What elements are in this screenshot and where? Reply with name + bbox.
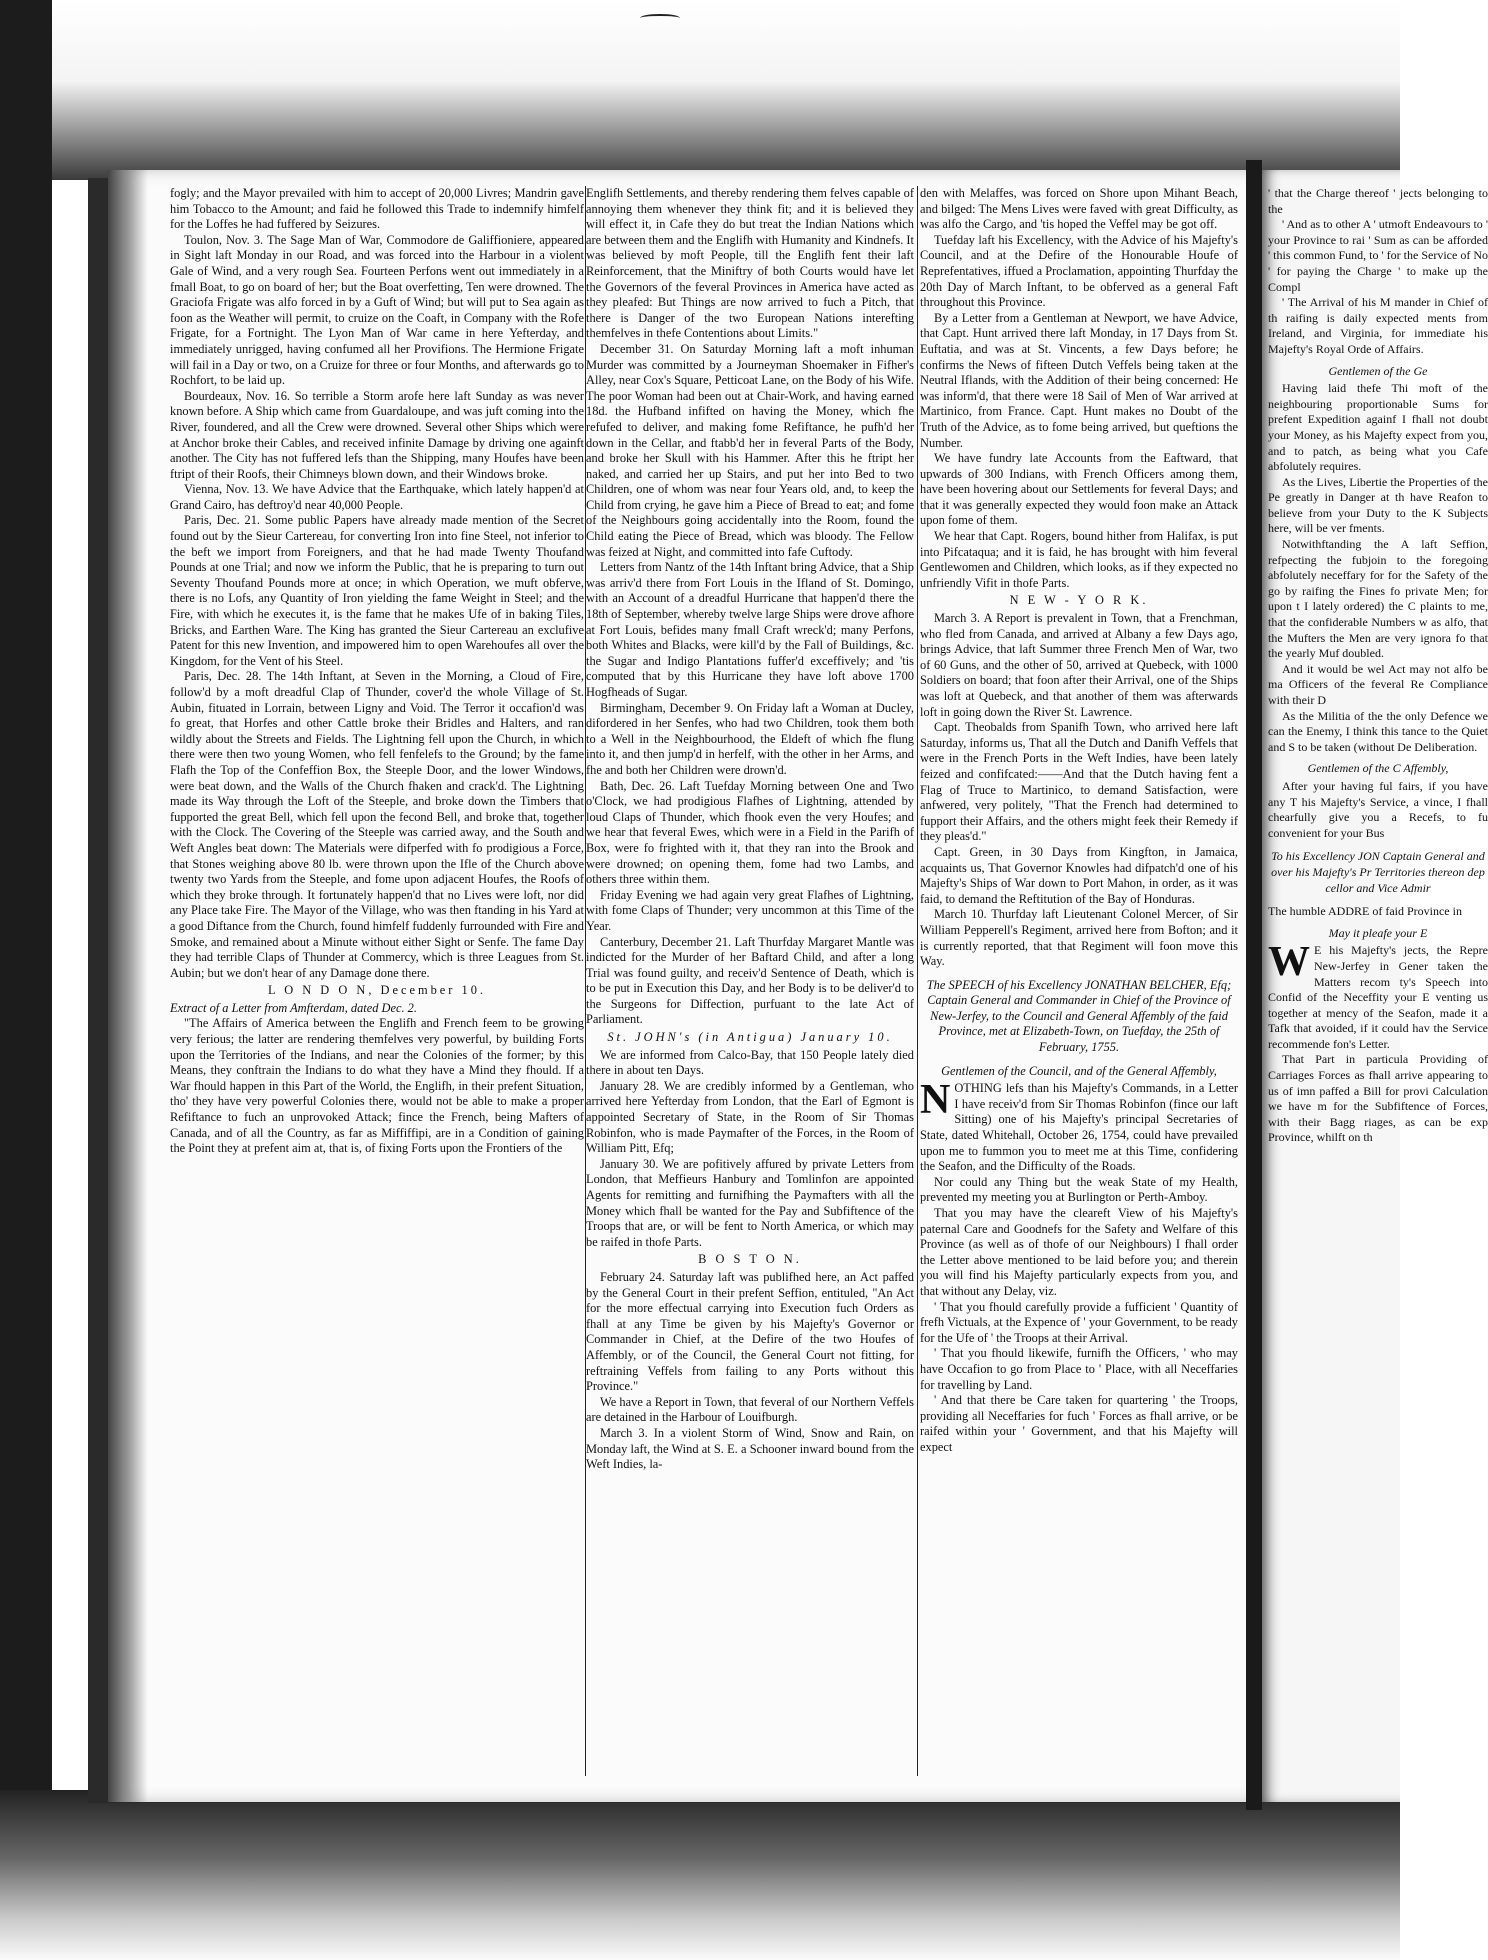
paragraph [170, 1001, 584, 1017]
paragraph-text: We hear that Capt. Rogers, bound hither from Halifax, is put into Pifcataqua; and it is faid, he has brought with him feveral Gentlewomen and Children, which looks, as if they expected no unfriendly Vifit in thofe Parts. [920, 529, 1238, 590]
paragraph [170, 233, 584, 389]
paragraph-text: Extract of a Letter from Amfterdam, dated Dec. 2. [170, 1000, 417, 1015]
paragraph [586, 1079, 914, 1157]
book-gutter [1246, 160, 1262, 1810]
paragraph [586, 1395, 914, 1426]
paragraph-text: Birmingham, December 9. On Friday laft a Woman at Ducley, difordered in her Senfes, who had two Children, took them both to a Well in the Neighbourhood, the Eldeft of which fhe flung into it, and then jump'd in herfelf, with the other in her Arms, and fhe and both her Children were drown'd. [586, 700, 914, 777]
paragraph [920, 1064, 1238, 1080]
paragraph-text: Paris, Dec. 21. Some public Papers have already made mention of the Secret found out by the Sieur Cartereau, for converting Iron into fine Steel, not inferior to the beft we import from Foreigners, and that he had made Twenty Thoufand Pounds at one Trial; and now we inform the Public, that he is preparing to turn out Seventy Thoufand Pounds more at once; in which Operation, we muft obferve, there is no Lofs, any Quantity of Iron yielding the fame Weight in Steel; and the Fire, with which he executes it, is the fame that he makes Ufe of in baking Tiles, Bricks, and Earthen Ware. The King has granted the Sieur Cartereau an exclufive Patent for this new Invention, and impowered him to open Warehoufes all over the Kingdom, for the Vent of his Steel. [170, 513, 584, 668]
paragraph [586, 779, 914, 888]
paragraph-text: By a Letter from a Gentleman at Newport, we have Advice, that Capt. Hunt arrived there laft Monday, in 17 Days from St. Euftatia, and was at St. Vincents, a few Days before; he confirms the News of fifteen Dutch Veffels being taken at the Neutral Iflands, with the Addition of their being concerned: He was inform'd, that there were 18 Sail of Men of War arrived at Martinico, from France. Capt. Hunt makes no Doubt of the Truth of the Advice, as to fome being arrived, but queftions the Number. [920, 310, 1238, 450]
paragraph [920, 978, 1238, 1056]
paragraph [1268, 186, 1488, 217]
paragraph [920, 1175, 1238, 1206]
column-rule-2 [917, 186, 918, 1776]
paragraph [586, 1157, 914, 1251]
paragraph-text: To his Excellency JON Captain General and over his Majefty's Pr Territories thereon dep cellor and Vice Admir [1271, 849, 1485, 895]
paragraph [920, 907, 1238, 969]
paragraph [586, 888, 914, 935]
paragraph [586, 1252, 914, 1268]
paragraph-text: Capt. Green, in 30 Days from Kingfton, in Jamaica, acquaints us, That Governor Knowles had difpatch'd one of his Majefty's Ships of War down to Port Mahon, in order, as it was faid, to demand the Reftitution of the Bay of Honduras. [920, 844, 1238, 906]
paragraph-text: fogly; and the Mayor prevailed with him to accept of 20,000 Livres; Mandrin gave him Tobacco to the Amount; and faid he followed this Trade to indemnify himfelf for the Loffes he had fuffered by Seizures. [170, 186, 584, 232]
paragraph [920, 611, 1238, 720]
page-edge-shadow [108, 170, 148, 1802]
paragraph [586, 1426, 914, 1473]
paragraph-text: Bath, Dec. 26. Laft Tuefday Morning between One and Two o'Clock, we had prodigious Flafhes of Lightning, attended by loud Claps of Thunder, which fhook even the very Houfes; and we hear that feveral Ewes, which were in a Field in the Parifh of Box, were fo frighted with it, that they ran into the Brook and were drowned; on opening them, fome had two Lambs, and others three within them. [586, 778, 914, 887]
paragraph [1268, 475, 1488, 537]
top-mark [640, 14, 680, 22]
paragraph [170, 482, 584, 513]
paragraph [1268, 295, 1488, 357]
paragraph [1268, 709, 1488, 756]
paragraph [920, 720, 1238, 845]
paragraph-text: Capt. Theobalds from Spanifh Town, who arrived here laft Saturday, informs us, That all the Dutch and Danifh Veffels that were in the French Ports in the Weft Indies, have been lately feized and confifcated:——And that the Dutch having fent a Flag of Truce to Martinico, to demand Satisfaction, were anfwered, very politely, "That the French had determined to fupport their Affairs, and the others might feek their Remedy if they pleas'd." [920, 720, 1238, 844]
paragraph [586, 935, 914, 1029]
paragraph-text: March 3. In a violent Storm of Wind, Snow and Rain, on Monday laft, the Wind at S. E. a Schooner inward bound from the Weft Indies, la- [586, 1425, 914, 1472]
paragraph-text: Gentlemen of the Council, and of the General Affembly, [941, 1063, 1217, 1078]
paragraph [920, 1077, 1238, 1175]
paragraph [170, 389, 584, 483]
paragraph [1268, 662, 1488, 709]
text-column-3 [920, 186, 1238, 1786]
paragraph [170, 186, 584, 233]
paragraph-text: St. JOHN's (in Antigua) January 10. [607, 1030, 893, 1045]
paragraph-text: E his Majefty's jects, the Repre New-Jerfey in Gener taken the Matters recom ty's Speech into Confid of the Neceffity your E venting us together at mency of the Seafon, made it a Tafk that avoided, if it could hav the Service recommende fon's Letter. [1268, 943, 1488, 1051]
paragraph-text: As the Lives, Libertie the Properties of the Pe greatly in Danger at th have Reafon to believe from your Duty to the K Subjects here, will be ver fments. [1268, 474, 1488, 536]
paragraph [170, 983, 584, 999]
text-column-4-partial [1268, 186, 1488, 1786]
paragraph-text: December 31. On Saturday Morning laft a moft inhuman Murder was committed by a Journeyman Shoemaker in Fifher's Alley, near Cox's Square, Petticoat Lane, on the Body of his Wife. The poor Woman had been out at Chair-Work, and having earned 18d. the Hufband infifted on having the Money, which fhe refufed to deliver, and making fome Refiftance, he pufh'd her down in the Cellar, and ftabb'd her in feveral Parts of the Body, and broke her Skull with his Hammer. After this he ftript her naked, and carried her up Stairs, and put her into Bed to two Children, one of whom was near four Years old, and, to keep the Child from crying, he gave him a Piece of Bread to eat; and fome of the Neighbours going accidentally into the Room, found the Child eating the Piece of Bread, which was bloody. The Fellow was feized at Night, and committed into fafe Cuftody. [586, 341, 914, 559]
paragraph-text: And it would be wel Act may not alfo be ma Officers of the feveral Re Compliance with their D [1268, 661, 1488, 707]
paragraph-text: We have fundry late Accounts from the Eaftward, that upwards of 300 Indians, with French Officers among them, have been hovering about our Settlements for feveral Days; and that it was generally expected they would foon make an Attack upon fome of them. [920, 451, 1238, 528]
paragraph [920, 1206, 1238, 1300]
paragraph [920, 233, 1238, 311]
paragraph [1268, 849, 1488, 896]
paragraph-text: We are informed from Calco-Bay, that 150 People lately died there in about ten Days. [586, 1047, 914, 1078]
paragraph-text: ' And that there be Care taken for quartering ' the Troops, providing all Neceffaries for fuch ' Forces as fhall arrive, or be raifed within your ' Government, and that his Majefty will expect [920, 1393, 1238, 1454]
paragraph [586, 1048, 914, 1079]
paragraph [920, 311, 1238, 451]
paragraph-text: The SPEECH of his Excellency JONATHAN BELCHER, Efq; Captain General and Commander in Chief of the Province of New-Jerfey, to the Council and General Affembly of the faid Province, met at Elizabeth-Town, on Tuefday, the 25th of February, 1755. [926, 977, 1232, 1055]
paragraph [586, 1030, 914, 1046]
paragraph-text: May it pleafe your E [1328, 925, 1428, 940]
text-column-2 [586, 186, 914, 1786]
paragraph-text: Canterbury, December 21. Laft Thurfday Margaret Mantle was indicted for the Murder of her Baftard Child, and after a long Trial was found guilty, and receiv'd Sentence of Death, which is to be put in Execution this Day, and her Body is to be deliver'd to the Surgeons for Diffection, purfuant to the late Act of Parliament. [586, 934, 914, 1027]
paragraph-text: Paris, Dec. 28. The 14th Inftant, at Seven in the Morning, a Cloud of Fire, follow'd by a moft dreadful Clap of Thunder, cover'd the whole Village of St. Aubin, fituated in Lorrain, between Ligny and Void. The Terror it occafion'd was fo great, that Horfes and other Cattle broke their Bridles and Halters, and ran wildly about the Streets and Fields. The Lightning fell upon the Church, in which there were then two young Women, who fell fenfelefs to the Ground; by the fame Flafh the Top of the Confeffion Box, the Steeple Door, and the lower Windows, were beat down, and the Walls of the Church fhaken and crack'd. The Lightning made its Way through the Loft of the Steeple, and broke down the Timbers that fupported the great Bell, which fell upon the fecond Bell, and broke that, together with the Clock. The Covering of the Steeple was carried away, and the South and Weft Angles beat down: The Materials were difperfed with fo prodigious a Force, that Stones weighing above 80 lb. were thrown upon the Ifle of the Church above twenty two Yards from the Steeple, and fome upon adjacent Houfes, the Roofs of which they broke through. It fortunately happen'd that no Lives were loft, nor did any Place take Fire. The Mayor of the Village, who was then ftanding in his Yard at a good Diftance from the Church, found himfelf fuddenly furrounded with Fire and Smoke, and remained about a Minute without either Sight or Senfe. The fame Day they had terrible Claps of Thunder at Commercy, which is three Leagues from St. Aubin; but we don't hear of any Damage done there. [170, 669, 584, 980]
paragraph [920, 451, 1238, 529]
paragraph-text: Nor could any Thing but the weak State of my Health, prevented my meeting you at Burlington or Perth-Amboy. [920, 1174, 1238, 1205]
paragraph [920, 1393, 1238, 1455]
paragraph-text: ' That you fhould carefully provide a fufficient ' Quantity of frefh Victuals, at the Expence of ' your Government, to be ready for the Ufe of ' the Troops at their Arrival. [920, 1299, 1238, 1345]
paragraph [1268, 364, 1488, 380]
paragraph [586, 186, 914, 342]
paragraph [1268, 761, 1488, 777]
paragraph [586, 701, 914, 779]
paragraph-text: ' That you fhould likewife, furnifh the Officers, ' who may have Occafion to go from Place to ' Place, with all Neceffaries for travelling by Land. [920, 1346, 1238, 1392]
paragraph-text: After your having ful fairs, if you have any T his Majefty's Service, a vince, I fhall chearfully give you a Recefs, to fu convenient for your Bus [1268, 778, 1488, 840]
paragraph-text: Notwithftanding the A laft Seffion, refpecting the fubjoin to the foregoing abfolutely neceffary for for the Safety of the go by raifing the Fines fo private Men; for upon t I lately ordered) the C plaints to me, that the confiderable Numbers w as alfo, that the Mufters the Men are very ignora fo that the yearly Muf doubled. [1268, 537, 1488, 661]
paragraph [1268, 217, 1488, 295]
paragraph [1268, 939, 1488, 1052]
paragraph-text: Tuefday laft his Excellency, with the Advice of his Majefty's Council, and at the Defire of the Honourable Houfe of Reprefentatives, iffued a Proclamation, appointing Thurfday the 20th Day of March Inftant, to be obferved as a general Faft throughout this Province. [920, 232, 1238, 310]
paragraph-text: That Part in particula Providing of Carriages Forces as fhall arrive appearing to us of imn paffed a Bill for provi Calculation we have m for the Subfiftence of Forces, with their Bagg riages, as can be exp Province, whilft on th [1268, 1052, 1488, 1145]
paragraph-text: L O N D O N, December 10. [267, 983, 487, 998]
paragraph [920, 186, 1238, 233]
paragraph-text: March 3. A Report is prevalent in Town, that a Frenchman, who fled from Canada, and arrived at Albany a few Days ago, brings Advice, that laft Summer three French Men of War, two of 60 Guns, and the other of 50, arrived at Quebeck, with 1000 Soldiers on board; that foon after their Arrival, one of the Ships was loft at Quebeck, and that another of them was afterwards loft in going down the River St. Lawrence. [920, 611, 1238, 719]
paragraph-text: Vienna, Nov. 13. We have Advice that the Earthquake, which lately happen'd at Grand Cairo, has deftroy'd near 40,000 People. [170, 482, 584, 512]
text-column-1 [170, 186, 584, 1786]
paragraph [1268, 904, 1488, 920]
paragraph-text: Gentlemen of the Ge [1328, 363, 1428, 378]
paragraph [586, 1270, 914, 1395]
drop-cap-letter: W [1268, 939, 1310, 986]
paragraph [170, 513, 584, 669]
paragraph-text: February 24. Saturday laft was publifhed here, an Act paffed by the General Court in their prefent Seffion, entituled, "An Act for the more effectual carrying into Execution fuch Orders as fhall at any Time be given by his Majefty's Governor or Commander in Chief, at the Defire of the two Houfes of Affembly, or of the Council, the General Court not fitting, for reftraining Veffels from failing to any Ports without this Province." [586, 1269, 914, 1394]
paragraph [920, 845, 1238, 907]
paragraph-text: OTHING lefs than his Majefty's Commands, in a Letter I have receiv'd from Sir Thomas Robinfon (fince our laft Sitting) one of his Majefty's principal Secretaries of State, dated Whitehall, October 26, 1754, could have prevailed upon me to fummon you to meet me at this Time, confidering the Seafon, and the Difficulty of the Roads. [920, 1081, 1238, 1174]
paragraph [920, 529, 1238, 591]
paragraph [1268, 1052, 1488, 1146]
paragraph-text: Gentlemen of the C Affembly, [1307, 761, 1449, 776]
paragraph [1268, 537, 1488, 662]
paragraph-text: Toulon, Nov. 3. The Sage Man of War, Commodore de Galiffioniere, appeared in Sight laft Monday in our Road, and was forced into the Harbour in a violent Gale of Wind, and a very rough Sea. Fourteen Perfons went out immediately in a fmall Boat, to go on board of her; but the Boat overfetting, Ten were drowned. The Graciofa Frigate was alfo forced in by a Guft of Wind; but will put to Sea again as foon as the Weather will permit, to cruize on the Coaft, in Company with the Rofe Frigate, for a Fortnight. The Lyon Man of War came in here Yefterday, and immediately unrigged, having confumed all her Provifions. The Hermione Frigate will fail in a Day or two, on a Cruize for three or four Months, and afterwards go to Rochfort, to be laid up. [170, 232, 584, 388]
paragraph-text: We have a Report in Town, that feveral of our Northern Veffels are detained in the Harbour of Louifburgh. [586, 1394, 914, 1425]
paragraph-text: B O S T O N. [698, 1252, 802, 1267]
paragraph [170, 1016, 584, 1156]
paragraph [586, 560, 914, 700]
paragraph [920, 593, 1238, 609]
paragraph-text: January 30. We are pofitively affured by private Letters from London, that Meffieurs Hanbury and Tomlinfon are appointed Agents for remitting and furnifhing the Paymafters with all the Money which fhall be wanted for the Pay and Subfiftence of the Troops that are, or will be fent to North America, or which may be raifed in thofe Parts. [586, 1156, 914, 1249]
scan-bottom-shadow [0, 1790, 1400, 1960]
paragraph-text: den with Melaffes, was forced on Shore upon Mihant Beach, and bilged: The Mens Lives were faved with great Difficulty, as was alfo the Cargo, and 'tis hoped the Veffel may be got off. [920, 186, 1238, 232]
paragraph [586, 342, 914, 560]
paragraph-text: That you may have the cleareft View of his Majefty's paternal Care and Goodnefs for the Safety and Welfare of this Province (as well as of thofe of our Neighbours) I fhall order the Letter above mentioned to be laid before you; and therein you will find his Majefty particularly expects from you, and that without any Delay, viz. [920, 1206, 1238, 1298]
paragraph-text: Having laid thefe Thi moft of the neighbouring proportionable Sums for prefent Expedition againf I fhall not doubt your Money, as his Majefty expect from you, and to patch, as being what you Cafe abfolutely requires. [1268, 381, 1488, 474]
paragraph-text: Friday Evening we had again very great Flafhes of Lightning, with fome Claps of Thunder; very uncommon at this Time of the Year. [586, 887, 914, 933]
paragraph-text: ' that the Charge thereof ' jects belonging to the [1268, 186, 1488, 216]
paragraph [1268, 779, 1488, 841]
paragraph [920, 1300, 1238, 1347]
paragraph-text: ' The Arrival of his M mander in Chief of th raifing is daily expected ments from Ireland, and Virginia, for immediate his Majefty's Royal Orde of Affairs. [1268, 295, 1488, 356]
paragraph-text: March 10. Thurfday laft Lieutenant Colonel Mercer, of Sir William Pepperell's Regiment, arrived here from Bofton; and it is currently reported, that that Regiment will foon move this Way. [920, 907, 1238, 969]
paragraph-text: As the Militia of the the only Defence we can the Enemy, I think this tance to the Quiet and S to be taken (without De Deliberation. [1268, 708, 1488, 754]
scan-top-shadow [0, 0, 1400, 180]
paragraph-text: N E W - Y O R K. [1009, 593, 1149, 608]
paragraph-text: Englifh Settlements, and thereby rendering them felves capable of annoying them whenever they think fit; and it is believed they will effect it, in Cafe they do but treat the Indian Nations which are between them and the Englifh with Humanity and Kindnefs. It was believed by moft People, till the Englifh fent their laft Reinforcement, that the Miniftry of both Courts would have let the Governors of the feveral Provinces in America have acted as they pleafed: But Things are now arrived to fuch a Pitch, that there is Danger of the two European Nations interefting themfelves in thefe Contentions about Limits." [586, 186, 914, 341]
paragraph-text: The humble ADDRE of faid Province in [1268, 904, 1462, 919]
paragraph-text: Letters from Nantz of the 14th Inftant bring Advice, that a Ship was arriv'd there from Fort Louis in the Ifland of St. Domingo, with an Account of a dreadful Hurricane that happen'd there the 18th of September, whereby twelve large Ships were drove afhore at Fort Louis, befides many fmall Craft wreck'd; many Perfons, both Whites and Blacks, were kill'd by the Fall of Buildings, &c. the Sugar and Indigo Plantations fuffer'd exceffively; and 'tis computed that by this Hurricane they have loft above 1700 Hogfheads of Sugar. [586, 560, 914, 699]
drop-cap-letter: N [920, 1077, 951, 1124]
paragraph [920, 1346, 1238, 1393]
scan-left-edge [0, 0, 52, 1960]
paragraph [170, 669, 584, 981]
paragraph-text: January 28. We are credibly informed by a Gentleman, who arrived here Yefterday from London, that the Earl of Egmont is appointed Secretary of State, in the Room of Sir Thomas Robinfon, who is made Paymafter of the Forces, in the Room of William Pitt, Efq; [586, 1078, 914, 1156]
paragraph-text: "The Affairs of America between the Englifh and French feem to be growing very ferious; the latter are rendering themfelves very powerful, by building Forts upon the Territories of the Indians, and near the Colonies of the former; by this Means, they conftrain the Indians to do what they have a Mind they fhould. If a War fhould happen in this Part of the World, the Englifh, in their prefent Situation, tho' they have very powerful Colonies there, would not be able to make a proper Refiftance to fuch an unprovoked Attack; fince the French, being Mafters of Canada, and of all the Country, as far as Miffiffipi, are in a Condition of gaining the Point they at prefent aim at, that is, of fixing Forts upon the Frontiers of the [170, 1016, 584, 1156]
paragraph-text: Bourdeaux, Nov. 16. So terrible a Storm arofe here laft Sunday as was never known before. A Ship which came from Guardaloupe, and was juft coming into the River, foundered, and all the Crew were drowned. Several other Ships which were at Anchor broke their Cables, and received infinite Damage by driving one againft another. The City has not fuffered lefs than the Shipping, many Houfes have been ftript of their Roofs, their Chimneys blown down, and their Windows broke. [170, 388, 584, 481]
paragraph [1268, 381, 1488, 475]
paragraph-text: ' And as to other A ' utmoft Endeavours to ' your Province to rai ' Sum as can be afforded ' this common Fund, to ' for the Service of No ' for paying the Charge ' to make up the Compl [1268, 217, 1488, 294]
